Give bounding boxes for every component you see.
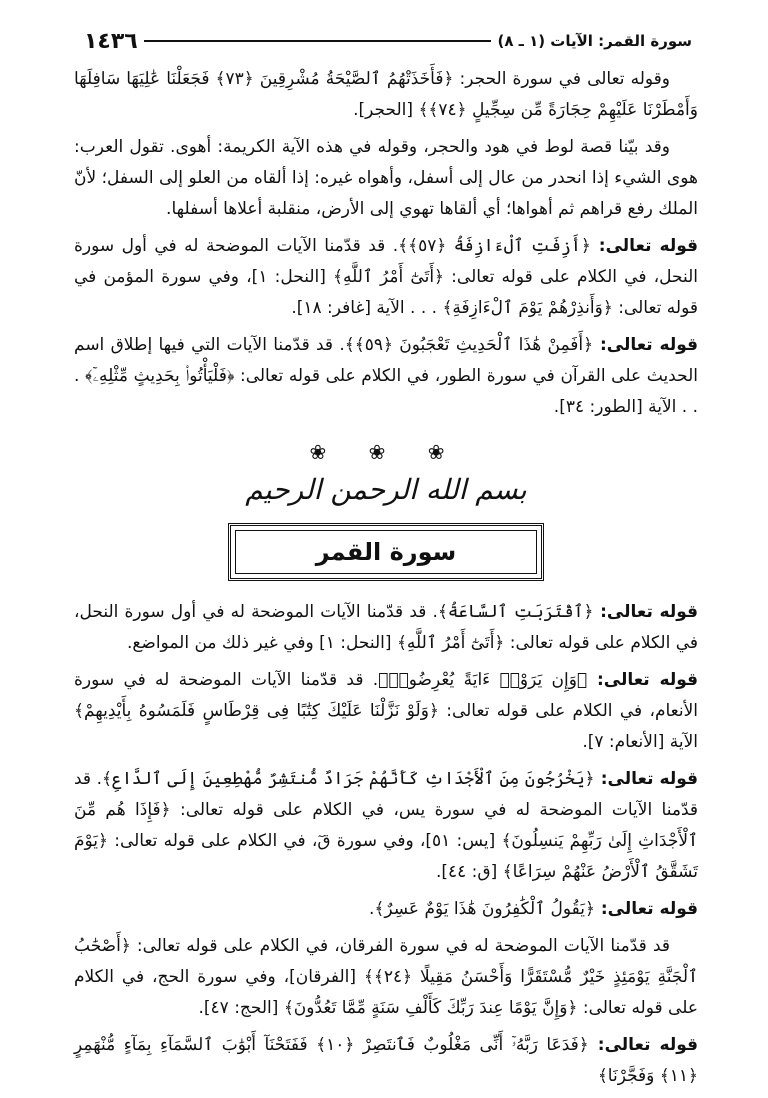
main-text: [74, 64, 698, 1092]
paragraph-text: .: [368, 899, 375, 919]
paragraph-text: . قد قدّمنا الآيات التي فيها إطلاق اسم الحديث على القرآن في سورة الطور، في الكلام على قوله تعالى: ﴿فَلْيَأْتُوا۟ بِحَدِيثٍ مِّثْلِهِۦٓ﴾ . . . الآية [الطور: ٣٤].: [74, 335, 698, 417]
paragraph-text: . قد قدّمنا الآيات الموضحة له في سورة يس، في الكلام على قوله تعالى: ﴿فَإِذَا هُم مِّنَ ٱلْأَجْدَاثِ إِلَىٰ رَبِّهِمْ يَنسِلُونَ﴾ [يس: ٥١]، وفي سورة قٓ، في الكلام على قوله تعالى: ﴿يَوْمَ تَشَقَّقُ ٱلْأَرْضُ عَنْهُمْ سِرَاعًا﴾ [ق: ٤٤].: [74, 769, 698, 882]
quran-quote: ﴿أَزِفَتِ ٱلْءَازِفَةُ ﴿٥٧﴾﴾: [398, 236, 591, 256]
intro-text: وقوله تعالى في سورة الحجر:: [453, 69, 671, 89]
quran-quote: ﴿فَأَخَذَتْهُمُ ٱلصَّيْحَةُ مُشْرِقِينَ ﴿٧٣﴾ فَجَعَلْنَا عَٰلِيَهَا سَافِلَهَا وَأَمْطَرْنَا عَلَيْهِمْ حِجَارَةً مِّن سِجِّيلٍ ﴿٧٤﴾﴾: [74, 69, 698, 120]
quran-quote: ﴿فَدَعَا رَبَّهُۥٓ أَنِّى مَغْلُوبٌ فَٱنتَصِرْ ﴿١٠﴾ فَفَتَحْنَآ أَبْوَٰبَ ٱلسَّمَآءِ بِمَآءٍ مُّنْهَمِرٍ ﴿١١﴾ وَفَجَّرْنَا﴾: [74, 1035, 698, 1086]
surah-title-frame: [228, 523, 544, 581]
paragraph-text: . قد قدّمنا الآيات الموضحة له في أول سورة النحل، في الكلام على قوله تعالى: ﴿أَتَىٰٓ أَمْرُ ٱللَّهِ﴾ [النحل: ١] وفي غير ذلك من المواضع.: [74, 602, 698, 653]
paragraph-lead: قوله تعالى:: [588, 1035, 698, 1055]
paragraph-lead: قوله تعالى:: [594, 769, 699, 789]
commentary-paragraph: [74, 1030, 698, 1092]
commentary-paragraph: [74, 597, 698, 659]
quran-quote: ﴿وَإِن يَرَوْا۟ ءَايَةً يُعْرِضُوا۟﴾: [378, 670, 588, 690]
ornament-divider: ❀ ❀ ❀: [309, 440, 463, 464]
paragraph-text: . قد قدّمنا الآيات الموضحة له في سورة الأنعام، في الكلام على قوله تعالى: ﴿وَلَوْ نَزَّلْنَا عَلَيْكَ كِتَٰبًا فِى قِرْطَاسٍ فَلَمَسُوهُ بِأَيْدِيهِمْ﴾ الآية [الأنعام: ٧].: [74, 670, 698, 752]
basmala-calligraphy: بسم الله الرحمن الرحيم: [245, 473, 527, 506]
intro-paragraph-1: [74, 64, 698, 126]
surah-title: سورة القمر: [235, 530, 537, 574]
paragraph-lead: قوله تعالى:: [587, 670, 698, 690]
quran-quote: ﴿أَفَمِنْ هَٰذَا ٱلْحَدِيثِ تَعْجَبُونَ ﴿٥٩﴾﴾: [344, 335, 594, 355]
paragraph-lead: قوله تعالى:: [593, 335, 698, 355]
intro-paragraph-2: وقد بيّنا قصة لوط في هود والحجر، وقوله في هذه الآية الكريمة: أهوى. تقول العرب: هوى الشيء إذا انحدر من عال إلى أسفل، وأهواه غيره: إذا ألقاه من العلو إلى السفل؛ لأنّ الملك رفع قراهم ثم أهواها؛ أي ألقاها تهوي إلى الأرض، منقلبة أعلاها أسفلها.: [74, 137, 698, 219]
header-rule: [144, 40, 492, 42]
commentary-paragraph: [74, 231, 698, 324]
quran-quote: ﴿يَقُولُ ٱلْكَٰفِرُونَ هَٰذَا يَوْمٌ عَسِرٌ﴾: [374, 899, 595, 919]
paragraph-text: . قد قدّمنا الآيات الموضحة له في أول سورة النحل، في الكلام على قوله تعالى: ﴿أَتَىٰٓ أَمْرُ ٱللَّهِ﴾ [النحل: ١]، وفي سورة المؤمن في قوله تعالى: ﴿وَأَنذِرْهُمْ يَوْمَ ٱلْءَازِفَةِ﴾ . . . الآية [غافر: ١٨].: [74, 236, 698, 318]
furqan-paragraph: قد قدّمنا الآيات الموضحة له في سورة الفرقان، في الكلام على قوله تعالى: ﴿أَصْحَٰبُ ٱلْجَنَّةِ يَوْمَئِذٍ خَيْرٌ مُّسْتَقَرًّا وَأَحْسَنُ مَقِيلًا ﴿٢٤﴾﴾ [الفرقان]، وفي سورة الحج، في الكلام على قوله تعالى: ﴿وَإِنَّ يَوْمًا عِندَ رَبِّكَ كَأَلْفِ سَنَةٍ مِّمَّا تَعُدُّونَ﴾ [الحج: ٤٧].: [74, 936, 698, 1018]
commentary-paragraph: [74, 330, 698, 423]
quran-quote: ﴿ٱقْتَرَبَتِ ٱلسَّاعَةُ﴾: [437, 602, 594, 622]
quran-quote: ﴿يَخْرُجُونَ مِنَ ٱلْأَجْدَاثِ كَأَنَّهُمْ جَرَادٌ مُّنتَشِرٌ مُّهْطِعِينَ إِلَى ٱلدَّاعِ﴾: [102, 769, 595, 789]
paragraph-lead: قوله تعالى:: [590, 236, 698, 256]
paragraph-lead: قوله تعالى:: [594, 899, 698, 919]
page-number: ١٤٣٦: [84, 28, 138, 54]
commentary-paragraph: [74, 665, 698, 758]
paragraph-lead: قوله تعالى:: [593, 602, 698, 622]
running-header: [74, 26, 698, 56]
header-title: سورة القمر: الآيات (١ ـ ٨): [497, 32, 692, 50]
commentary-paragraph: [74, 764, 698, 888]
quote-reference: [الحجر].: [353, 100, 419, 120]
commentary-paragraph: [74, 894, 698, 925]
